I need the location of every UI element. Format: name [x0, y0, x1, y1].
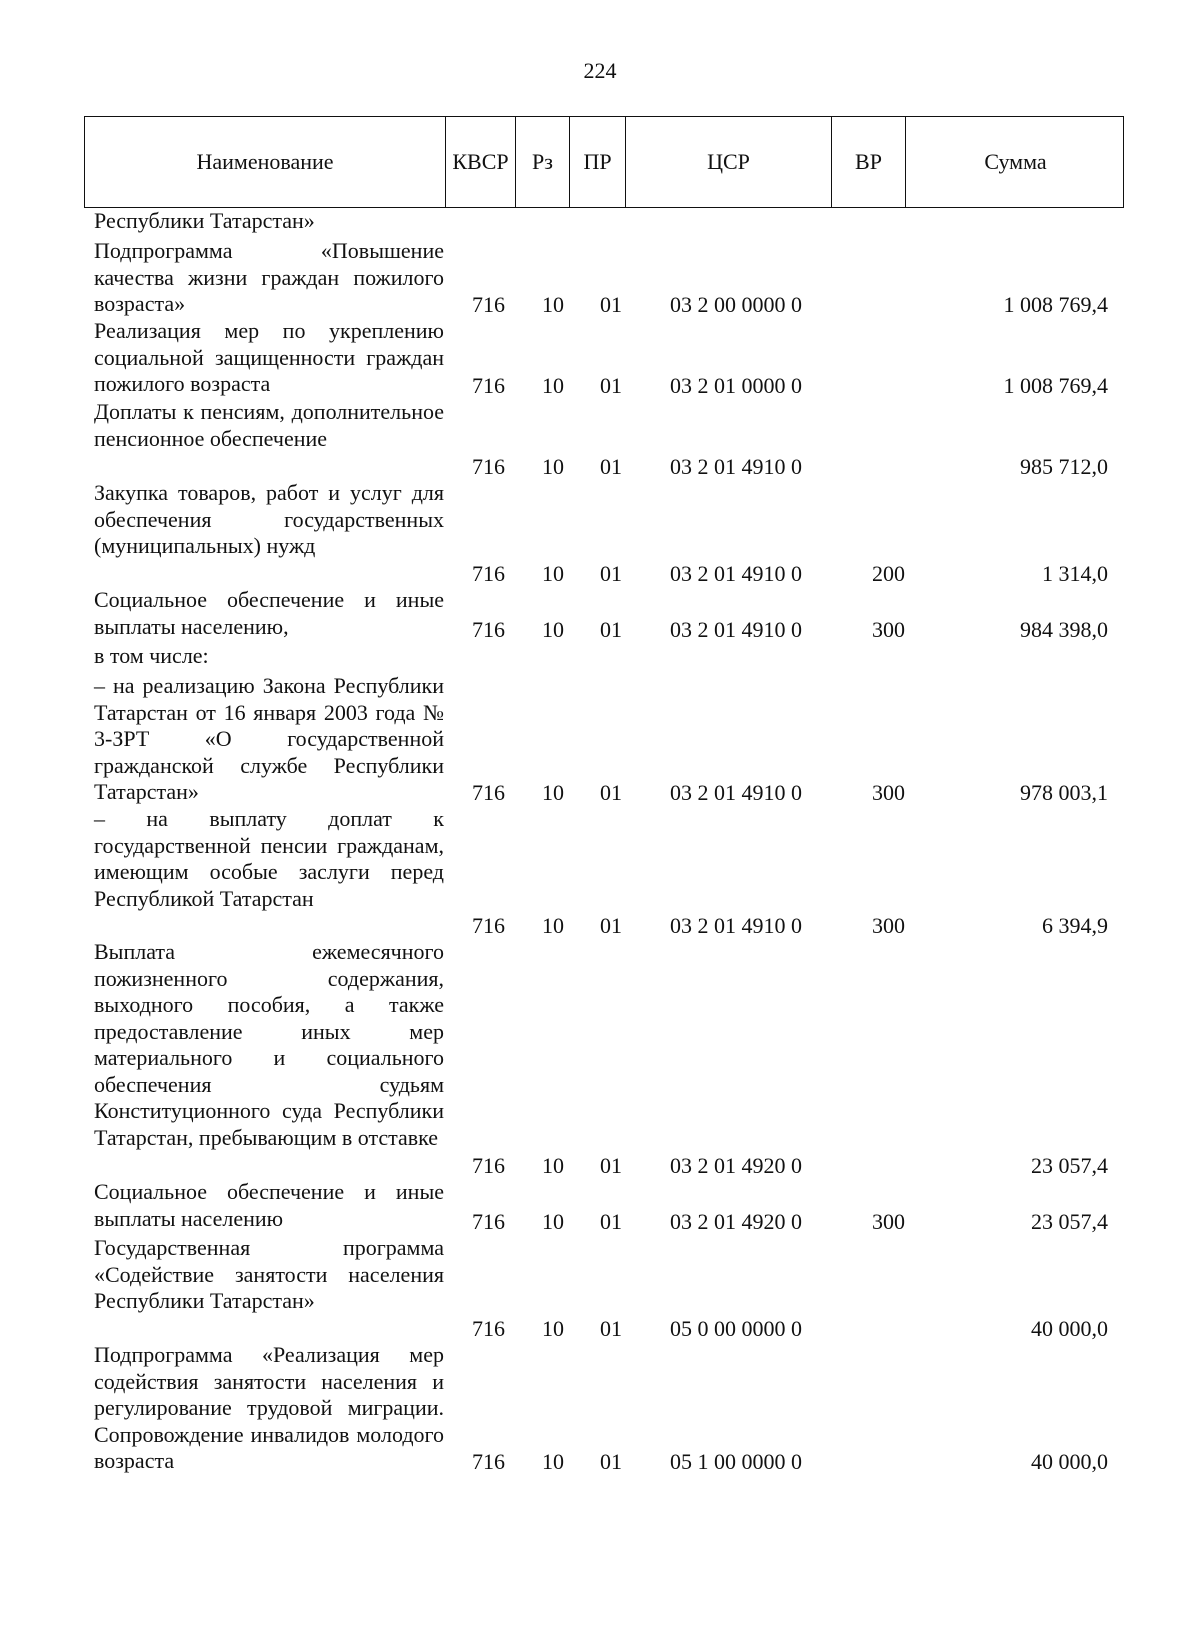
row-sum: 6 394,9 — [1042, 912, 1108, 938]
table-row — [0, 806, 1200, 939]
table-row — [0, 587, 1200, 643]
row-sum: 23 057,4 — [1031, 1152, 1108, 1178]
row-name: Республики Татарстан» — [94, 208, 315, 233]
row-kvsr: 716 — [472, 616, 505, 642]
row-csr: 03 2 01 0000 0 — [670, 372, 802, 398]
table-row — [0, 1235, 1200, 1342]
row-pr: 01 — [600, 453, 622, 479]
row-csr: 03 2 01 4920 0 — [670, 1208, 802, 1234]
header-csr: ЦСР — [625, 117, 831, 207]
row-kvsr: 716 — [472, 372, 505, 398]
row-csr: 03 2 00 0000 0 — [670, 291, 802, 317]
row-name: Реализация мер по укреплению социальной защищенности граждан пожилого возраста — [94, 318, 444, 396]
row-kvsr: 716 — [472, 1448, 505, 1474]
table-row — [0, 1342, 1200, 1475]
header-kvsr: КВСР — [445, 117, 515, 207]
row-sum: 984 398,0 — [1020, 616, 1108, 642]
header-name: Наименование — [196, 149, 334, 174]
row-pr: 01 — [600, 372, 622, 398]
row-kvsr: 716 — [472, 912, 505, 938]
row-csr: 03 2 01 4910 0 — [670, 779, 802, 805]
row-kvsr: 716 — [472, 779, 505, 805]
row-pr: 01 — [600, 912, 622, 938]
header-vr: ВР — [831, 117, 905, 207]
row-kvsr: 716 — [472, 453, 505, 479]
row-pr: 01 — [600, 560, 622, 586]
row-kvsr: 716 — [472, 1315, 505, 1341]
row-pr: 01 — [600, 1208, 622, 1234]
row-pr: 01 — [600, 1448, 622, 1474]
row-vr: 300 — [872, 779, 905, 805]
row-csr: 05 0 00 0000 0 — [670, 1315, 802, 1341]
row-name: Подпрограмма «Реализация мер содействия занятости населения и регулирование трудовой миграции. Сопровождение инвалидов молодого возраста — [94, 1342, 444, 1473]
row-name: Закупка товаров, работ и услуг для обеспечения государственных (муниципальных) нужд — [94, 480, 444, 558]
row-sum: 1 008 769,4 — [1003, 372, 1108, 398]
page-number: 224 — [583, 58, 617, 83]
row-pr: 01 — [600, 1152, 622, 1178]
row-pr: 01 — [600, 779, 622, 805]
table-row — [0, 238, 1200, 318]
row-rz: 10 — [542, 560, 564, 586]
header-pr: ПР — [569, 117, 625, 207]
row-rz: 10 — [542, 1152, 564, 1178]
row-vr: 200 — [872, 560, 905, 586]
row-pr: 01 — [600, 616, 622, 642]
row-name: Выплата ежемесячного пожизненного содержания, выходного пособия, а также предоставление иных мер материального и социального обеспечения судьям Конституционного суда Республики Татарстан, пребывающим в отставке — [94, 939, 444, 1150]
row-name: Подпрограмма «Повышение качества жизни граждан пожилого возраста» — [94, 238, 444, 316]
row-kvsr: 716 — [472, 560, 505, 586]
row-vr: 300 — [872, 1208, 905, 1234]
table-row — [0, 643, 1200, 673]
table-row — [0, 1179, 1200, 1235]
row-rz: 10 — [542, 1315, 564, 1341]
row-pr: 01 — [600, 1315, 622, 1341]
row-sum: 978 003,1 — [1020, 779, 1108, 805]
row-kvsr: 716 — [472, 291, 505, 317]
row-rz: 10 — [542, 291, 564, 317]
row-rz: 10 — [542, 453, 564, 479]
row-csr: 05 1 00 0000 0 — [670, 1448, 802, 1474]
row-name: Социальное обеспечение и иные выплаты населению, — [94, 587, 444, 639]
row-sum: 1 314,0 — [1042, 560, 1108, 586]
table-row — [0, 480, 1200, 587]
row-sum: 40 000,0 — [1031, 1448, 1108, 1474]
row-sum: 1 008 769,4 — [1003, 291, 1108, 317]
row-csr: 03 2 01 4910 0 — [670, 560, 802, 586]
row-sum: 40 000,0 — [1031, 1315, 1108, 1341]
table-body — [0, 208, 1200, 1475]
row-name: в том числе: — [94, 643, 209, 668]
table-header — [84, 116, 1124, 208]
row-rz: 10 — [542, 1448, 564, 1474]
row-name: Доплаты к пенсиям, дополнительное пенсионное обеспечение — [94, 399, 444, 451]
row-vr: 300 — [872, 912, 905, 938]
row-kvsr: 716 — [472, 1152, 505, 1178]
header-sum: Сумма — [905, 117, 1125, 207]
row-csr: 03 2 01 4910 0 — [670, 912, 802, 938]
row-sum: 985 712,0 — [1020, 453, 1108, 479]
row-kvsr: 716 — [472, 1208, 505, 1234]
row-name: Социальное обеспечение и иные выплаты населению — [94, 1179, 444, 1231]
row-name: – на реализацию Закона Республики Татарстан от 16 января 2003 года № 3-ЗРТ «О государственной гражданской службе Республики Татарстан» — [94, 673, 444, 804]
row-name: Государственная программа «Содействие занятости населения Республики Татарстан» — [94, 1235, 444, 1313]
row-vr: 300 — [872, 616, 905, 642]
row-rz: 10 — [542, 912, 564, 938]
row-csr: 03 2 01 4920 0 — [670, 1152, 802, 1178]
table-row — [0, 399, 1200, 480]
table-row — [0, 208, 1200, 238]
row-sum: 23 057,4 — [1031, 1208, 1108, 1234]
row-rz: 10 — [542, 1208, 564, 1234]
row-csr: 03 2 01 4910 0 — [670, 616, 802, 642]
row-name: – на выплату доплат к государственной пенсии гражданам, имеющим особые заслуги перед Республикой Татарстан — [94, 806, 444, 911]
header-rz: Рз — [515, 117, 569, 207]
row-rz: 10 — [542, 616, 564, 642]
row-rz: 10 — [542, 779, 564, 805]
row-rz: 10 — [542, 372, 564, 398]
row-csr: 03 2 01 4910 0 — [670, 453, 802, 479]
table-row — [0, 939, 1200, 1179]
table-row — [0, 318, 1200, 399]
row-pr: 01 — [600, 291, 622, 317]
table-row — [0, 673, 1200, 806]
